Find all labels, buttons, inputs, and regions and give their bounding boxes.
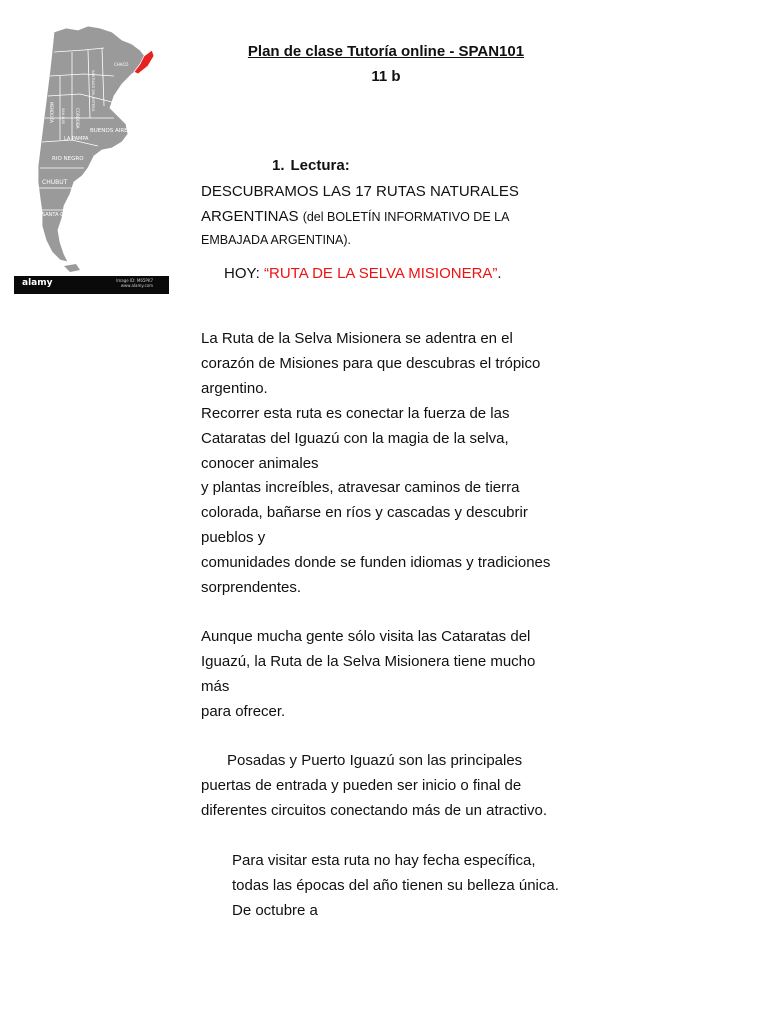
section-heading xyxy=(272,157,350,174)
paragraph-line: pueblos y xyxy=(201,529,266,547)
paragraph-line: sorprendentes. xyxy=(201,579,302,597)
map-label-santiago: SANTIAGO DEL ESTERO xyxy=(91,70,95,112)
paragraph-line: puertas de entrada y pueden ser inicio o final de xyxy=(201,776,522,794)
paragraph-line: Posadas y Puerto Iguazú son las principales xyxy=(227,752,523,769)
tierra-del-fuego-shape xyxy=(64,264,80,272)
alamy-watermark-bar xyxy=(14,276,169,294)
paragraph-line: Recorrer esta ruta es conectar la fuerza de las xyxy=(201,404,510,422)
paragraph-line: argentino. xyxy=(201,379,268,397)
map-label-chaco: CHACO xyxy=(114,62,129,67)
paragraph-2 xyxy=(201,625,581,725)
paragraph-3 xyxy=(201,749,581,824)
paragraph-line: De octubre a xyxy=(232,901,318,919)
paragraph-line: corazón de Misiones para que descubras el trópico xyxy=(201,354,541,372)
map-label-mendoza: MENDOZA xyxy=(49,102,54,123)
today-suffix: . xyxy=(497,265,502,282)
paragraph-line: para ofrecer. xyxy=(201,702,286,720)
reading-heading-line2: ARGENTINAS (del BOLETÍN INFORMATIVO DE LA xyxy=(201,208,510,225)
reading-heading xyxy=(201,179,581,250)
paragraph-line: todas las épocas del año tienen su belleza única. xyxy=(232,876,559,894)
paragraph-line: y plantas increíbles, atravesar caminos de tierra xyxy=(201,479,520,497)
paragraph-4 xyxy=(232,849,592,924)
reading-source: (del BOLETÍN INFORMATIVO DE LA xyxy=(302,210,510,224)
map-label-chubut: CHUBUT xyxy=(42,179,68,186)
map-label-buenos-aires: BUENOS AIRES xyxy=(90,128,132,134)
paragraph-line: colorada, bañarse en ríos y cascadas y descubrir xyxy=(201,504,528,522)
today-route-line xyxy=(224,265,502,282)
argentina-map-image xyxy=(14,22,169,294)
section-label: Lectura: xyxy=(290,157,350,174)
map-label-rio-negro: RIO NEGRO xyxy=(52,156,84,162)
alamy-image-id: Image ID: M65PK7 www.alamy.com xyxy=(116,278,153,288)
paragraph-line: La Ruta de la Selva Misionera se adentra en el xyxy=(201,330,513,347)
paragraph-1 xyxy=(201,327,581,601)
map-label-la-pampa: LA PAMPA xyxy=(64,136,89,142)
reading-heading-line1: DESCUBRAMOS LAS 17 RUTAS NATURALES xyxy=(201,183,519,200)
today-route-name: “RUTA DE LA SELVA MISIONERA” xyxy=(264,265,498,282)
map-label-san-luis: SAN LUIS xyxy=(61,108,65,125)
page-title: Plan de clase Tutoría online - SPAN101 xyxy=(247,43,525,60)
map-label-santa-cruz: SANTA CRUZ xyxy=(42,212,75,218)
paragraph-line: conocer animales xyxy=(201,454,319,472)
section-number: 1. xyxy=(272,157,285,174)
paragraph-line: Iguazú, la Ruta de la Selva Misionera tiene mucho xyxy=(201,652,536,670)
paragraph-line: Para visitar esta ruta no hay fecha específica, xyxy=(232,852,536,869)
today-prefix: HOY: xyxy=(224,265,265,282)
argentina-map-shape xyxy=(38,26,148,262)
reading-source-line2: EMBAJADA ARGENTINA). xyxy=(201,233,352,247)
paragraph-line: diferentes circuitos conectando más de un atractivo. xyxy=(201,801,548,819)
alamy-logo: alamy xyxy=(22,278,53,288)
page-subtitle: 11 b xyxy=(371,68,401,85)
map-label-cordoba: CORDOBA xyxy=(75,108,80,129)
paragraph-line: Cataratas del Iguazú con la magia de la selva, xyxy=(201,429,509,447)
paragraph-line: más xyxy=(201,677,230,695)
paragraph-line: Aunque mucha gente sólo visita las Cataratas del xyxy=(201,628,531,645)
paragraph-line: comunidades donde se funden idiomas y tradiciones xyxy=(201,554,551,572)
